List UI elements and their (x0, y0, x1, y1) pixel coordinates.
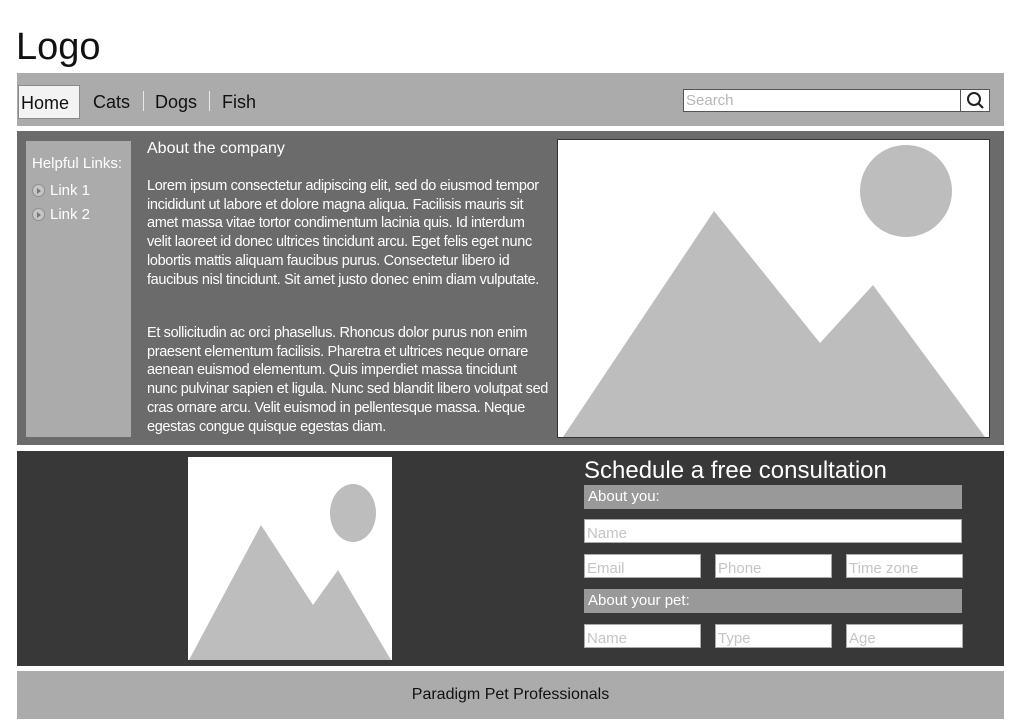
sidebar-link-label: Link 1 (50, 182, 91, 199)
nav-item-cats[interactable]: Cats (93, 92, 131, 112)
nav-item-home[interactable]: Home (18, 85, 80, 119)
sidebar-link-2[interactable] (32, 206, 90, 223)
sidebar (26, 141, 131, 437)
search-button[interactable] (960, 90, 989, 111)
email-field[interactable] (584, 554, 701, 578)
footer-text: Paradigm Pet Professionals (411, 686, 610, 703)
nav-divider (209, 91, 210, 111)
logo: Logo (16, 26, 101, 68)
nav-divider (143, 91, 144, 111)
image-placeholder (557, 139, 990, 438)
arrow-bullet-icon (32, 184, 45, 197)
nav-item-dogs[interactable]: Dogs (155, 92, 198, 112)
time-zone-field[interactable] (846, 554, 963, 578)
image-placeholder-icon (188, 457, 392, 660)
search-icon (961, 90, 990, 111)
consultation-title: Schedule a free consultation (584, 457, 887, 484)
arrow-bullet-icon (32, 208, 45, 221)
pet-name-field[interactable] (584, 624, 701, 648)
about-title: About the company (147, 140, 285, 157)
search-box (683, 89, 990, 112)
nav-item-fish[interactable]: Fish (222, 92, 257, 112)
about-pet-heading: About your pet: (584, 589, 962, 613)
consultation-section (17, 451, 1004, 666)
sidebar-link-label: Link 2 (50, 206, 91, 223)
about-paragraph-1: Lorem ipsum consectetur adipiscing elit, sed do eiusmod tempor incididunt ut labore et dolore magna aliqua. Facilisis mauris sit amet massa vitae tortor condimentum lacinia quis. Id interdum velit laoreet id donec ultrices tincidunt arcu. Eget felis eget nunc lobortis mattis aliquam faucibus purus. Consectetur libero id faucibus nisl tincidunt. Sit amet justo donec enim diam vulputate. (147, 178, 539, 288)
about-you-heading: About you: (584, 485, 962, 509)
about-paragraph-2: Et sollicitudin ac orci phasellus. Rhoncus dolor purus non enim praesent elementum facilisis. Pharetra et ultrices neque ornare aenean euismod elementum. Quis imperdiet massa tincidunt nunc pulvinar sapien et ligula. Nunc sed blandit libero volutpat sed cras ornare arcu. Velit euismod in pellentesque massa. Neque egestas congue quisque egestas diam. (147, 325, 548, 435)
nav-bar (17, 73, 1004, 126)
owner-name-field[interactable] (584, 519, 962, 543)
pet-type-field[interactable] (715, 624, 832, 648)
search-input[interactable] (684, 90, 960, 111)
about-section (17, 131, 1004, 445)
pet-age-field[interactable] (846, 624, 963, 648)
footer (17, 671, 1004, 719)
image-placeholder-icon (558, 140, 989, 437)
sidebar-title: Helpful Links: (32, 155, 123, 172)
phone-field[interactable] (715, 554, 832, 578)
sidebar-link-1[interactable] (32, 182, 90, 199)
image-placeholder (188, 457, 392, 660)
